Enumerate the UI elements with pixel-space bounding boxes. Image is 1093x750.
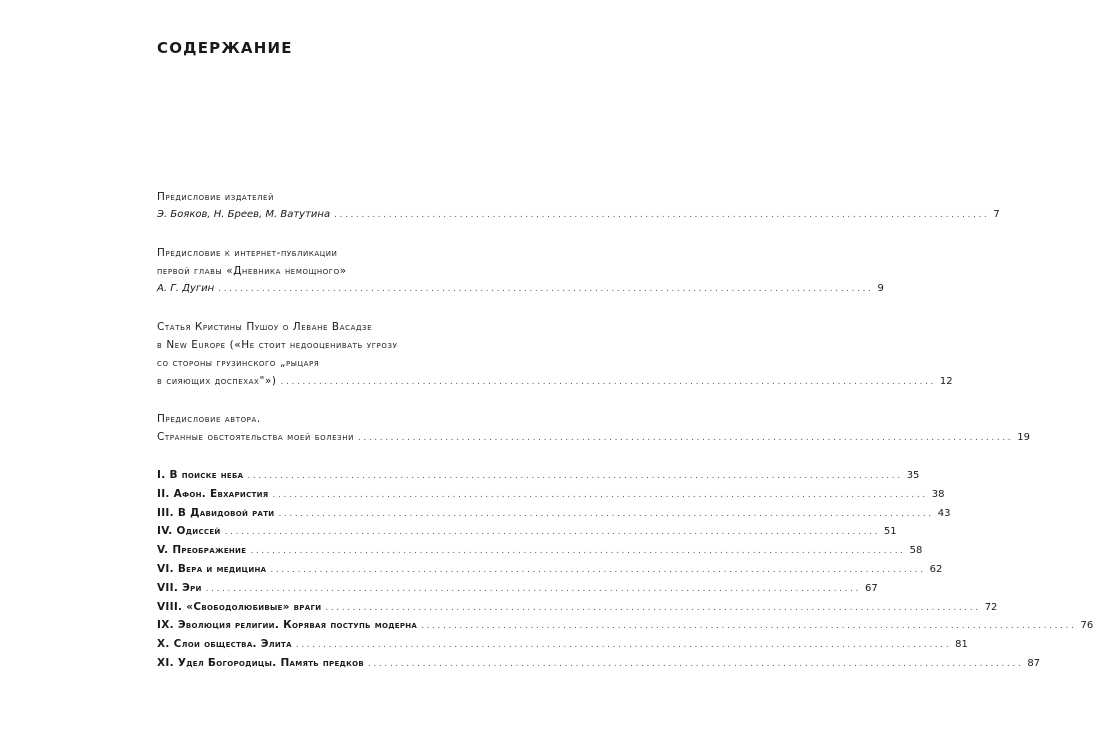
toc-entry-author: А. Г. Дугин	[157, 283, 215, 294]
table-of-contents	[157, 188, 1093, 673]
toc-page-number: 43	[937, 507, 951, 519]
toc-chapter-title: XI. Удел Богородицы. Память предков	[157, 656, 364, 669]
dot-leader: ........................................................................................................................	[218, 284, 874, 294]
dot-leader: ........................................................................................................................	[247, 471, 903, 481]
toc-chapter-title: IV. Одиссей	[157, 525, 221, 538]
toc-article-pushou	[157, 318, 953, 390]
dot-leader: ........................................................................................................................	[224, 527, 880, 538]
toc-page-number: 67	[865, 582, 878, 594]
toc-preface-internet	[157, 244, 884, 298]
toc-entry-title-line: в сияющих доспехах"»)	[157, 375, 277, 387]
dot-leader: ........................................................................................................................	[421, 621, 1077, 632]
toc-chapter-title: I. В поиске неба	[157, 469, 244, 481]
toc-entry-title-line: Странные обстоятельства моей болезни	[157, 431, 354, 443]
toc-chapter-row[interactable]	[157, 466, 920, 485]
dot-leader: ........................................................................................................................	[205, 583, 861, 594]
toc-chapter-title: VIII. «Свободолюбивые» враги	[157, 600, 322, 613]
toc-entry-title-line: со стороны грузинского „рыцаря	[157, 357, 320, 369]
toc-page-number: 35	[906, 470, 920, 481]
toc-chapter-title: VII. Эри	[157, 581, 202, 594]
toc-chapter-title: VI. Вера и медицина	[157, 562, 267, 575]
toc-preface-author	[157, 410, 1030, 446]
toc-page-number: 7	[993, 209, 1000, 220]
toc-chapter-row[interactable]	[157, 522, 897, 541]
toc-page-number: 51	[883, 526, 897, 538]
dot-leader: ........................................................................................................................	[278, 508, 934, 519]
dot-leader: ........................................................................................................................	[270, 564, 926, 575]
dot-leader: ........................................................................................................................	[272, 489, 928, 500]
toc-page-number: 12	[939, 376, 953, 387]
toc-entry-author-row[interactable]	[157, 206, 1000, 224]
toc-chapter-row[interactable]	[157, 616, 1093, 635]
toc-page-number: 62	[929, 563, 943, 575]
dot-leader: ........................................................................................................................	[280, 377, 936, 387]
toc-page-number: 87	[1027, 657, 1041, 669]
toc-entry-last-row[interactable]	[157, 372, 953, 390]
dot-leader: ........................................................................................................................	[357, 433, 1014, 443]
toc-entry-title-line: Предисловие издателей	[157, 191, 274, 203]
toc-page-number: 81	[955, 639, 968, 651]
toc-chapter-row[interactable]	[157, 560, 943, 579]
toc-chapter-row[interactable]	[157, 598, 998, 617]
toc-chapter-row[interactable]	[157, 579, 878, 598]
toc-chapters	[157, 466, 1093, 673]
toc-entry-author: Э. Бояков, Н. Бреев, М. Ватутина	[157, 209, 331, 220]
toc-page-number: 76	[1080, 620, 1093, 632]
dot-leader: ........................................................................................................................	[250, 546, 906, 557]
toc-chapter-row[interactable]	[157, 485, 945, 504]
toc-page-number: 19	[1017, 432, 1030, 443]
toc-entry-last-row[interactable]	[157, 428, 1030, 446]
toc-chapter-row[interactable]	[157, 541, 923, 560]
toc-entry-title-line: Статья Кристины Пушоу о Леване Васадзе	[157, 321, 373, 333]
toc-chapter-row[interactable]	[157, 635, 968, 654]
dot-leader: ........................................................................................................................	[334, 210, 990, 220]
toc-chapter-title: III. В Давидовой рати	[157, 506, 275, 519]
toc-entry-title-line: Предисловие к интернет-публикации	[157, 247, 338, 259]
toc-chapter-row[interactable]	[157, 654, 1041, 673]
toc-chapter-row[interactable]	[157, 504, 951, 523]
toc-page-number: 9	[877, 283, 884, 294]
toc-page-number: 58	[909, 545, 923, 557]
toc-page-number: 38	[931, 488, 945, 500]
dot-leader: ........................................................................................................................	[295, 640, 952, 651]
toc-entry-title-line: первой главы «Дневника немощного»	[157, 265, 347, 277]
toc-chapter-title: X. Слои общества. Элита	[157, 638, 292, 651]
dot-leader: ........................................................................................................................	[368, 658, 1024, 669]
toc-entry-author-row[interactable]	[157, 280, 884, 298]
toc-page-number: 72	[984, 601, 998, 613]
toc-chapter-title: V. Преображение	[157, 544, 247, 557]
toc-preface-publishers	[157, 188, 1000, 224]
toc-chapter-title: IX. Эволюция религии. Корявая поступь модерна	[157, 619, 418, 632]
toc-entry-title-line: Предисловие автора.	[157, 413, 261, 425]
page-title: СОДЕРЖАНИЕ	[157, 39, 293, 57]
toc-entry-title-line: в New Europe («Не стоит недооценивать угрозу	[157, 339, 398, 351]
toc-chapter-title: II. Афон. Евхаристия	[157, 487, 269, 500]
dot-leader: ........................................................................................................................	[325, 602, 981, 613]
